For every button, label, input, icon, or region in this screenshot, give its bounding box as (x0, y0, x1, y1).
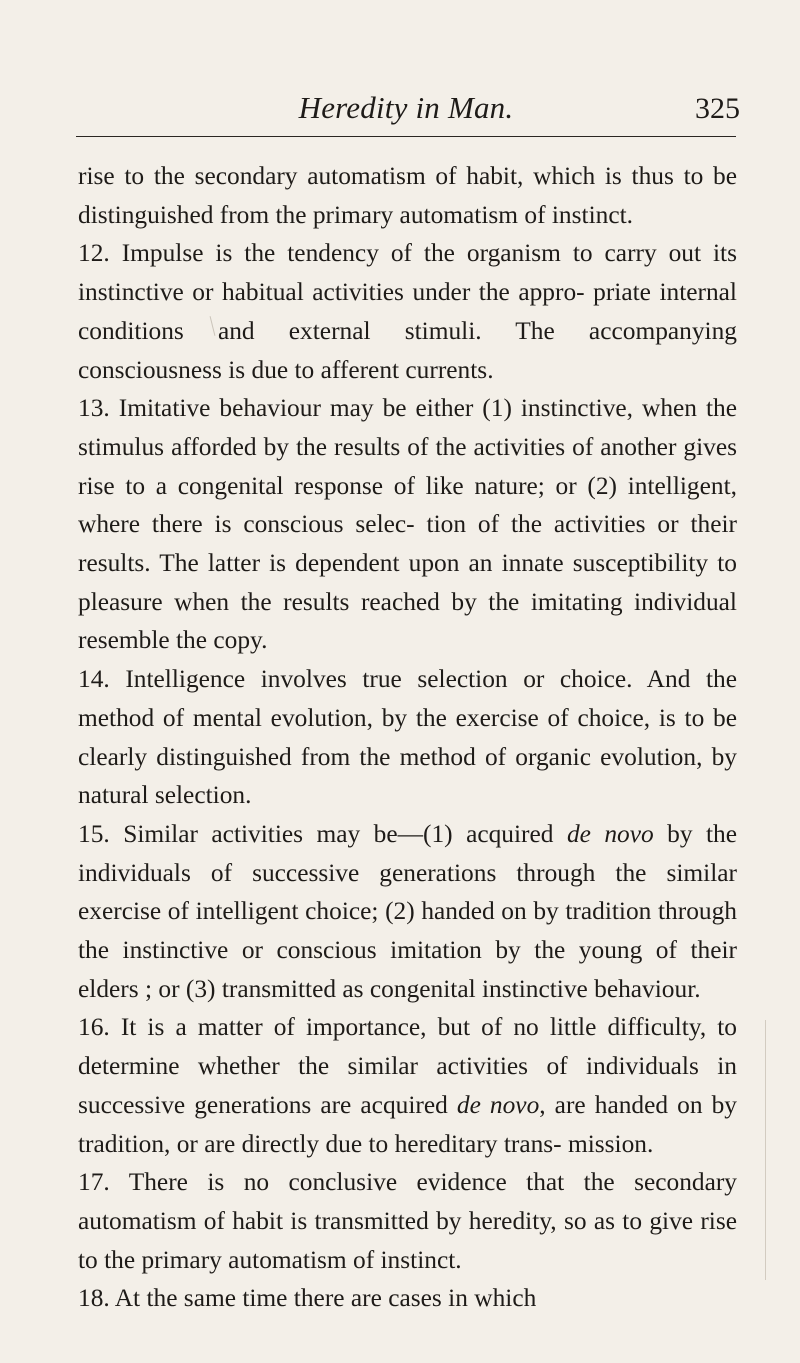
paragraph-16 (78, 1008, 737, 1163)
paragraph-text: Imitative behaviour may be either (1) instinctive, when the stimulus afforded by the results of the activities of another gives rise to a congenital response of like nature; or (2) intelligent, where there is conscious selec- tion of the activities or their results. The latter is dependent upon an innate susceptibility to pleasure when the results reached by the imitating individual resemble the copy. (78, 394, 737, 655)
paragraph-number: 13. (78, 394, 110, 423)
paragraph-number: 14. (78, 665, 110, 694)
paragraph-17 (78, 1163, 737, 1279)
paragraph-text: rise to the secondary automatism of habit, which is thus to be distinguished from the primary automatism of instinct. (78, 162, 737, 229)
paragraph-number: 15. (78, 819, 110, 848)
paragraph-15 (78, 815, 737, 1009)
paper-edge-line (765, 1020, 766, 1280)
paragraph-text: It is a matter of importance, but of no little difficulty, to determine whether the similar activities of individuals in successive generations are acquired (78, 1013, 737, 1119)
body-text (78, 157, 737, 1318)
paragraph-text: At the same time there are cases in which (114, 1284, 537, 1313)
paragraph-18 (78, 1279, 737, 1318)
paragraph-number: 18. (78, 1284, 110, 1313)
paragraph-number: 12. (78, 239, 110, 268)
paragraph-text: There is no conclusive evidence that the secondary automatism of habit is transmitted by heredity, so as to give rise to the primary automatism of instinct. (78, 1168, 738, 1274)
paragraph-text: , are handed on by tradition, or are directly due to hereditary trans- mission. (78, 1090, 737, 1158)
paragraph-13 (78, 389, 737, 660)
latin-phrase: de novo (456, 1090, 540, 1119)
running-title: Heredity in Man. (298, 90, 514, 125)
running-header (76, 76, 740, 137)
paragraph-number: 16. (78, 1013, 110, 1042)
latin-phrase: de novo (566, 819, 654, 848)
paragraph-continuation (78, 157, 737, 234)
paragraph-number: 17. (78, 1168, 110, 1197)
paragraph-text: Intelligence involves true selection or choice. And the method of mental evolution, by the exercise of choice, is to be clearly distinguished from the method of organic evolution, by natural selection. (78, 665, 737, 810)
paragraph-14 (78, 660, 737, 815)
page-number: 325 (695, 92, 740, 125)
paragraph-12 (78, 234, 737, 389)
paragraph-text: Impulse is the tendency of the organism to carry out its instinctive or habitual activities under the appro- priate internal conditions and external stimuli. The accompanying consciousness is due to afferent currents. (78, 239, 737, 384)
paragraph-text: by the individuals of successive generations through the similar exercise of intelligent choice; (2) handed on by tradition through the instinctive or conscious imitation by the young of their elders ; or (3) transmitted as congenital instinctive behaviour. (78, 819, 738, 1003)
paragraph-text: Similar activities may be—(1) acquired (123, 819, 567, 848)
